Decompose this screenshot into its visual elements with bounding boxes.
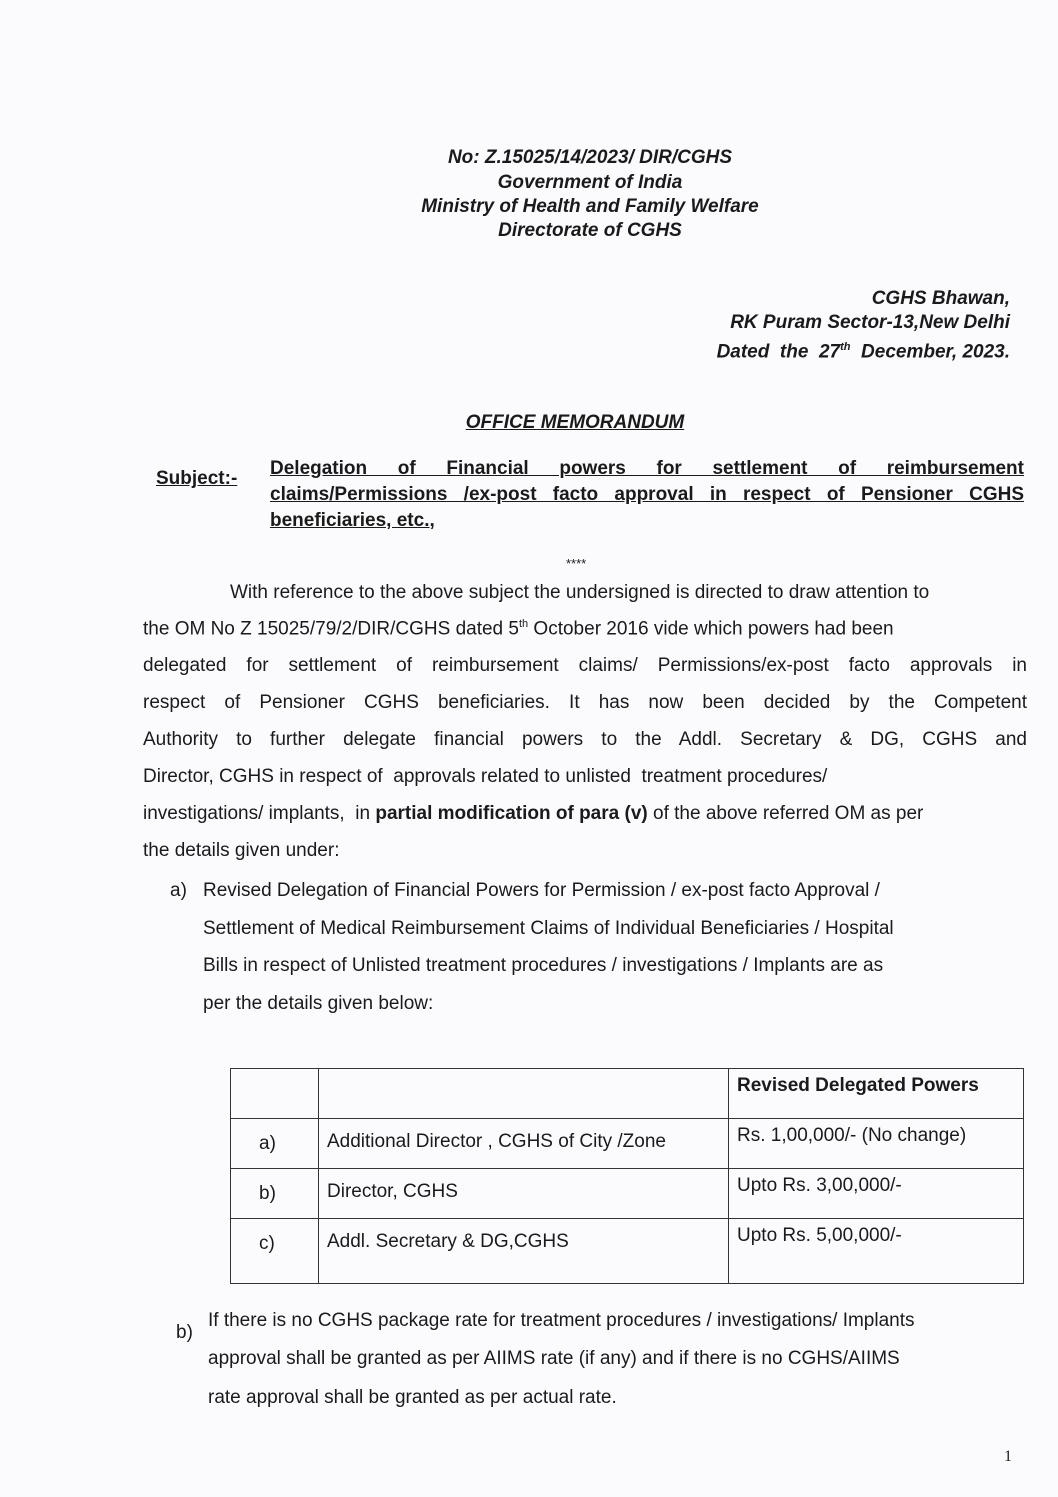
date-prefix: Dated the 27 bbox=[716, 341, 841, 363]
item-a-line: Bills in respect of Unlisted treatment procedures / investigations / Implants are as bbox=[203, 955, 884, 976]
item-a-marker: a) bbox=[170, 880, 187, 901]
para-line: Director, CGHS in respect of approvals related to unlisted treatment procedures/ bbox=[143, 766, 828, 787]
cell: c) bbox=[231, 1219, 319, 1284]
document-title: OFFICE MEMORANDUM bbox=[465, 412, 685, 433]
para-line bbox=[143, 618, 894, 640]
subject-label: Subject:- bbox=[156, 468, 238, 489]
item-a-line: Revised Delegation of Financial Powers for Permission / ex-post facto Approval / bbox=[203, 880, 880, 901]
para-line: Authority to further delegate financial powers to the Addl. Secretary & DG, CGHS and bbox=[143, 729, 1027, 750]
cell: Upto Rs. 3,00,000/- bbox=[729, 1169, 1024, 1219]
para-line: With reference to the above subject the undersigned is directed to draw attention to bbox=[230, 582, 930, 603]
table-row bbox=[231, 1119, 1024, 1169]
table-row bbox=[231, 1219, 1024, 1284]
ministry: Ministry of Health and Family Welfare bbox=[421, 196, 759, 217]
cell: Director, CGHS bbox=[319, 1169, 729, 1219]
delegated-powers-table bbox=[230, 1068, 1024, 1284]
text: the OM No Z 15025/79/2/DIR/CGHS dated 5 bbox=[143, 618, 519, 640]
date bbox=[717, 335, 1010, 364]
header-cell: Revised Delegated Powers bbox=[729, 1069, 1024, 1119]
text: October 2016 vide which powers had been bbox=[528, 618, 894, 640]
item-a-line: per the details given below: bbox=[203, 993, 434, 1014]
text: investigations/ implants, in bbox=[143, 803, 376, 824]
date-sup: th bbox=[840, 341, 851, 353]
table-row bbox=[231, 1169, 1024, 1219]
item-b-line: If there is no CGHS package rate for treatment procedures / investigations/ Implants bbox=[208, 1310, 915, 1331]
date-suffix: December, 2023. bbox=[850, 341, 1010, 363]
cell: Addl. Secretary & DG,CGHS bbox=[319, 1219, 729, 1284]
cell: a) bbox=[231, 1119, 319, 1169]
header-cell bbox=[319, 1069, 729, 1119]
text: of the above referred OM as per bbox=[647, 803, 924, 824]
page-number: 1 bbox=[1004, 1448, 1012, 1465]
address-line-2: RK Puram Sector-13,New Delhi bbox=[730, 312, 1010, 333]
cell: Rs. 1,00,000/- (No change) bbox=[729, 1119, 1024, 1169]
bold-text: partial modification of para (v) bbox=[375, 803, 648, 824]
table-header-row bbox=[231, 1069, 1024, 1119]
header-cell bbox=[231, 1069, 319, 1119]
cell: Additional Director , CGHS of City /Zone bbox=[319, 1119, 729, 1169]
sup: th bbox=[518, 618, 529, 630]
para-line: respect of Pensioner CGHS beneficiaries. It has now been decided by the Competent bbox=[143, 692, 1027, 713]
para-line bbox=[143, 803, 923, 825]
item-b-line: approval shall be granted as per AIIMS rate (if any) and if there is no CGHS/AIIMS bbox=[208, 1348, 900, 1369]
para-line: the details given under: bbox=[143, 840, 340, 861]
file-number: No: Z.15025/14/2023/ DIR/CGHS bbox=[447, 147, 733, 168]
directorate: Directorate of CGHS bbox=[498, 220, 682, 241]
para-line: delegated for settlement of reimbursement claims/ Permissions/ex-post facto approvals in bbox=[143, 655, 1027, 676]
separator-stars: **** bbox=[566, 556, 587, 571]
item-b-marker: b) bbox=[176, 1322, 193, 1343]
government: Government of India bbox=[497, 172, 683, 193]
item-a-line: Settlement of Medical Reimbursement Claims of Individual Beneficiaries / Hospital bbox=[203, 918, 894, 939]
cell: Upto Rs. 5,00,000/- bbox=[729, 1219, 1024, 1284]
item-b-line: rate approval shall be granted as per actual rate. bbox=[208, 1387, 617, 1408]
address-line-1: CGHS Bhawan, bbox=[871, 288, 1010, 309]
subject-text: Delegation of Financial powers for settlement of reimbursement claims/Permissions /ex-post facto approval in respect of Pensioner CGHS beneficiaries, etc., bbox=[270, 458, 1024, 531]
cell: b) bbox=[231, 1169, 319, 1219]
